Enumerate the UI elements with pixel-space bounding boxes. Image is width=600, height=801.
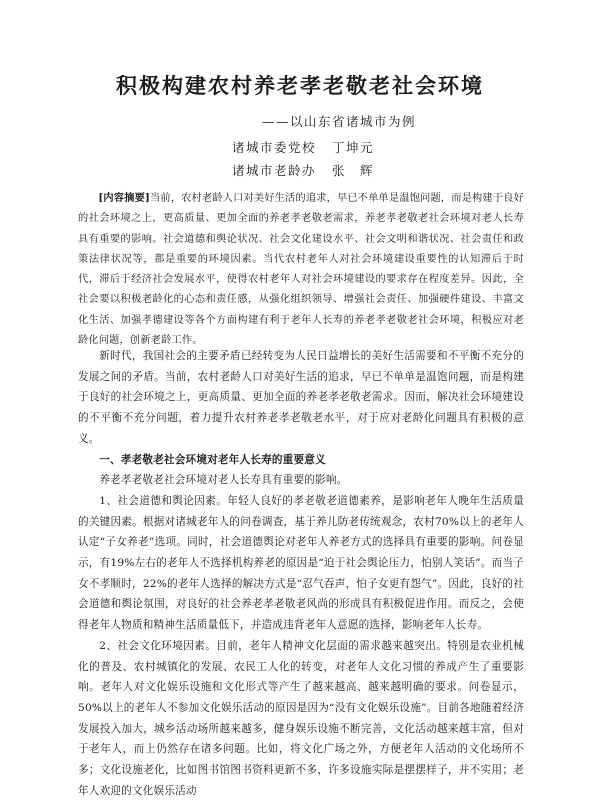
article-body — [78, 346, 524, 801]
section-heading: 一、孝老敬老社会环境对老年人长寿的重要意义 — [99, 453, 326, 466]
article-subtitle: ——以山东省诸城市为例 — [262, 114, 417, 129]
author-line — [232, 161, 374, 179]
abstract — [78, 188, 524, 351]
author-line — [232, 138, 374, 156]
intro-paragraph: 新时代，我国社会的主要矛盾已经转变为人民日益增长的美好生活需要和不平衡不充分的发展之间的矛盾。当前，农村老龄人口对美好生活的追求，早已不单单是温饱问题，而是构建于良好的社会环境之上，更高质量、更加全面的养老孝老敬老需求。因而，解决社会环境建设的不平衡不充分问题，着力提升农村养老孝老敬老水平，对于应对老龄化问题具有积极的意义。 — [78, 350, 524, 445]
author-org: 诸城市老龄办 — [232, 163, 317, 178]
author-name: 丁坤元 — [332, 140, 375, 155]
body-paragraph: 养老孝老敬老社会环境对老人长寿具有重要的影响。 — [99, 474, 348, 487]
abstract-label: [内容摘要] — [98, 192, 150, 204]
author-org: 诸城市委党校 — [232, 140, 317, 155]
abstract-text: 当前，农村老龄人口对美好生活的追求，早已不单单是温饱问题，而是构建于良好的社会环境之上，更高质量、更加全面的养老孝老敬老需求，养老孝老敬老社会环境对老人长寿具有重要的影响。社会道德和舆论状况、社会文化建设水平、社会文明和谐状况、社会责任和政策法律状况等，都是重要的环境因素。当代农村老年人对社会环境建设重要性的认知滞后于时代，滞后于经济社会发展水平，使得农村老年人对社会环境建设的要求存在程度差异。因此，全社会要以积极老龄化的心态和责任感，从强化组织领导、增强社会责任、加强硬件建设、丰富文化生活、加强孝德建设等各个方面构建有利于老年人长寿的养老孝老敬老社会环境，积极应对老龄化问题，创新老龄工作。 — [78, 193, 525, 347]
body-paragraph: 2、社会文化环境因素。目前，老年人精神文化层面的需求越来越突出。特别是农业机械化的普及、农村城镇化的发展、农民工人化的转变，对老年人文化习惯的养成产生了重要影响。老年人对文化娱乐设施和文化形式等产生了越来越高、越来越明确的要求。问卷显示，50%以上的老年人不参加文化娱乐活动的原因是因为“没有文化娱乐设施”。目前各地随着经济发展投入加大，城乡活动场所越来越多，健身娱乐设施不断完善，文化活动越来越丰富，但对于老年人，而上仍然存在诸多问题。比如，将文化广场之外，方便老年人活动的文化场所不多；文化设施老化，比如图书馆图书资料更新不多，许多设施实际是摆摆样子，并不实用；老年人欢迎的文化娱乐活动 — [78, 639, 524, 797]
author-name: 张 辉 — [332, 163, 375, 178]
article-title: 积极构建农村养老孝老敬老社会环境 — [116, 73, 484, 98]
body-paragraph: 1、社会道德和舆论因素。年轻人良好的孝老敬老道德素养，是影响老年人晚年生活质量的关键因素。根据对诸城老年人的问卷调查，基于养儿防老传统观念，农村70%以上的老年人认定“子女养老”选项。同时，社会道德舆论对老年人养老方式的选择具有重要的影响。问卷显示，有19%左右的老年人不选择机构养老的原因是“迫于社会舆论压力，怕别人笑话”。而当子女不孝顺时，22%的老年人选择的解决方式是“忍气吞声，怕子女更有怨气”。因此，良好的社会道德和舆论氛围，对良好的社会养老孝老敬老风尚的形成具有积极促进作用。而反之，会使得老年人物质和精神生活质量低下，并造成违背老年人意愿的选择，影响老年人长寿。 — [78, 494, 524, 632]
